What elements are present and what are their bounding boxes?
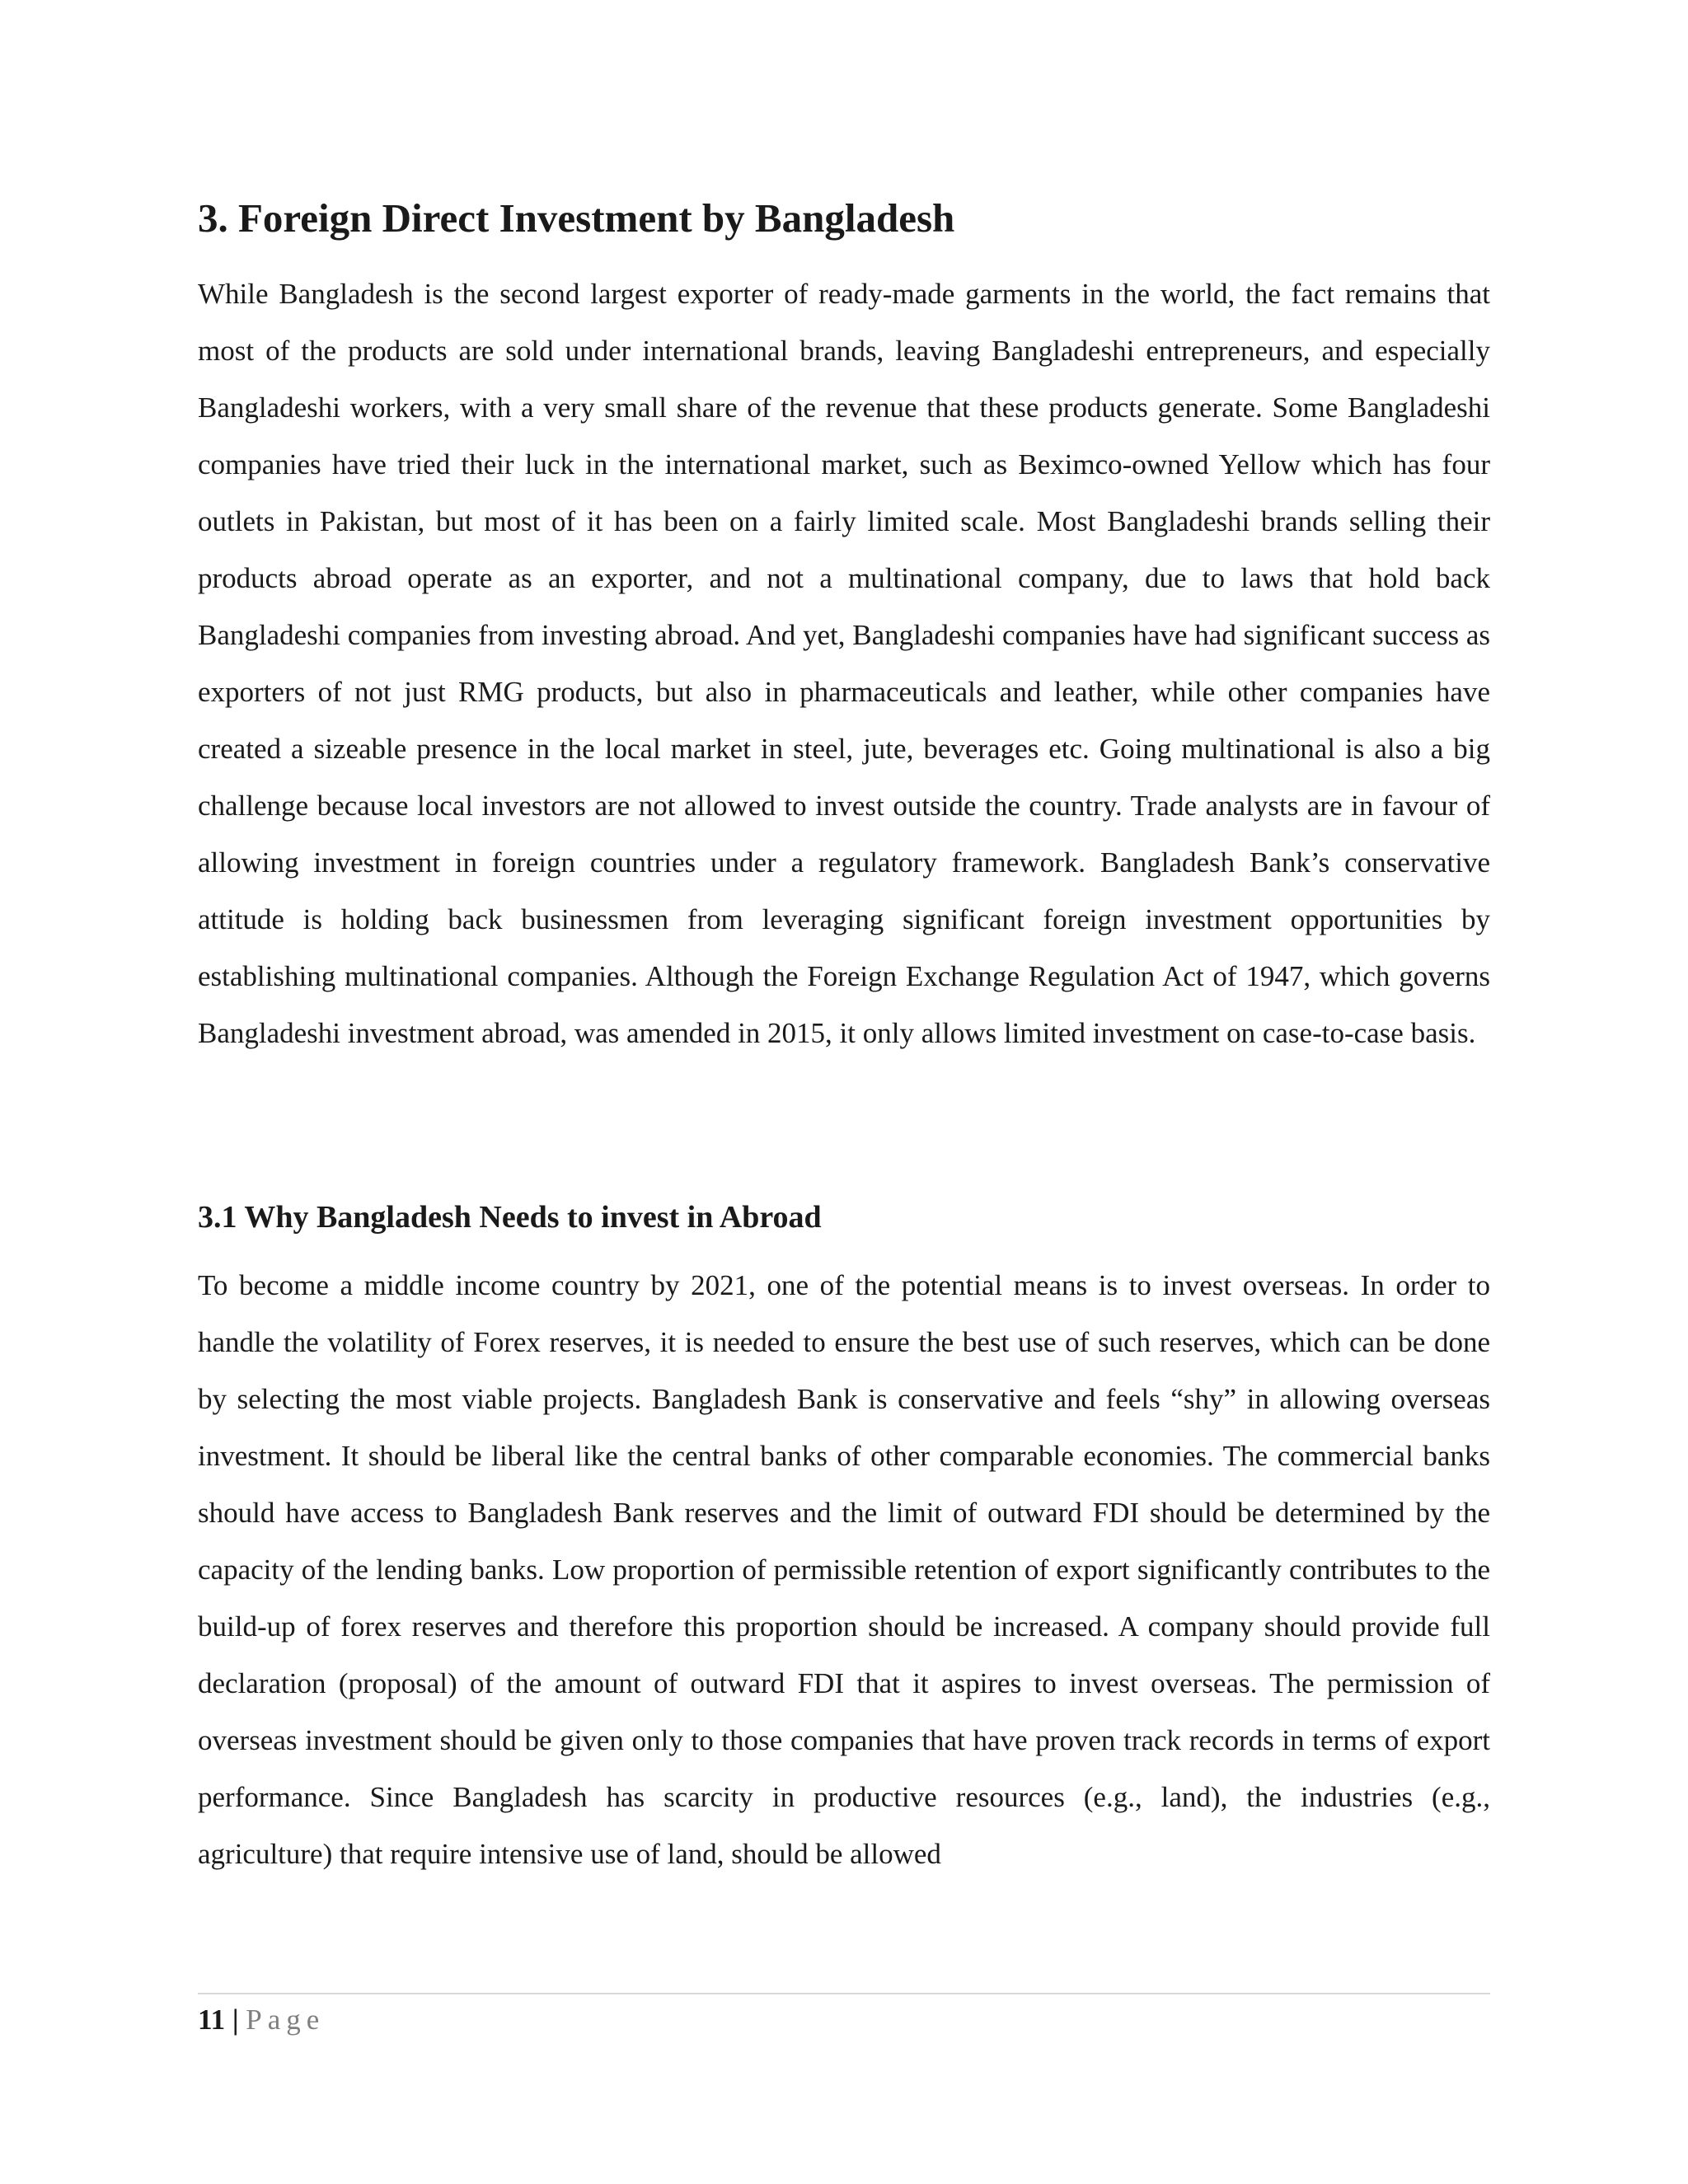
document-page [198, 0, 1490, 2184]
page-footer [198, 2003, 325, 2037]
footer-separator: | [232, 2004, 239, 2036]
subsection-heading: 3.1 Why Bangladesh Needs to invest in Abroad [198, 1200, 822, 1235]
page-label: Page [246, 2004, 326, 2036]
page-number: 11 [198, 2004, 226, 2036]
section-heading: 3. Foreign Direct Investment by Bangladesh [198, 195, 955, 241]
section-paragraph: While Bangladesh is the second largest exporter of ready-made garments in the world, the fact remains that most of the products are sold under international brands, leaving Bangladeshi entrepreneurs, and especially Bangladeshi workers, with a very small share of the revenue that these products generate. Some Bangladeshi companies have tried their luck in the international market, such as Beximco-owned Yellow which has four outlets in Pakistan, but most of it has been on a fairly limited scale. Most Bangladeshi brands selling their products abroad operate as an exporter, and not a multinational company, due to laws that hold back Bangladeshi companies from investing abroad. And yet, Bangladeshi companies have had significant success as exporters of not just RMG products, but also in pharmaceuticals and leather, while other companies have created a sizeable presence in the local market in steel, jute, beverages etc. Going multinational is also a big challenge because local investors are not allowed to invest outside the country. Trade analysts are in favour of allowing investment in foreign countries under a regulatory framework. Bangladesh Bank’s conservative attitude is holding back businessmen from leveraging significant foreign investment opportunities by establishing multinational companies. Although the Foreign Exchange Regulation Act of 1947, which governs Bangladeshi investment abroad, was amended in 2015, it only allows limited investment on case-to-case basis. [198, 278, 1490, 1049]
subsection-paragraph: To become a middle income country by 2021, one of the potential means is to invest overseas. In order to handle the volatility of Forex reserves, it is needed to ensure the best use of such reserves, which can be done by selecting the most viable projects. Bangladesh Bank is conservative and feels “shy” in allowing overseas investment. It should be liberal like the central banks of other comparable economies. The commercial banks should have access to Bangladesh Bank reserves and the limit of outward FDI should be determined by the capacity of the lending banks. Low proportion of permissible retention of export significantly contributes to the build-up of forex reserves and therefore this proportion should be increased. A company should provide full declaration (proposal) of the amount of outward FDI that it aspires to invest overseas. The permission of overseas investment should be given only to those companies that have proven track records in terms of export performance. Since Bangladesh has scarcity in productive resources (e.g., land), the industries (e.g., agriculture) that require intensive use of land, should be allowed [198, 1269, 1490, 1870]
footer-divider [198, 1993, 1490, 1994]
